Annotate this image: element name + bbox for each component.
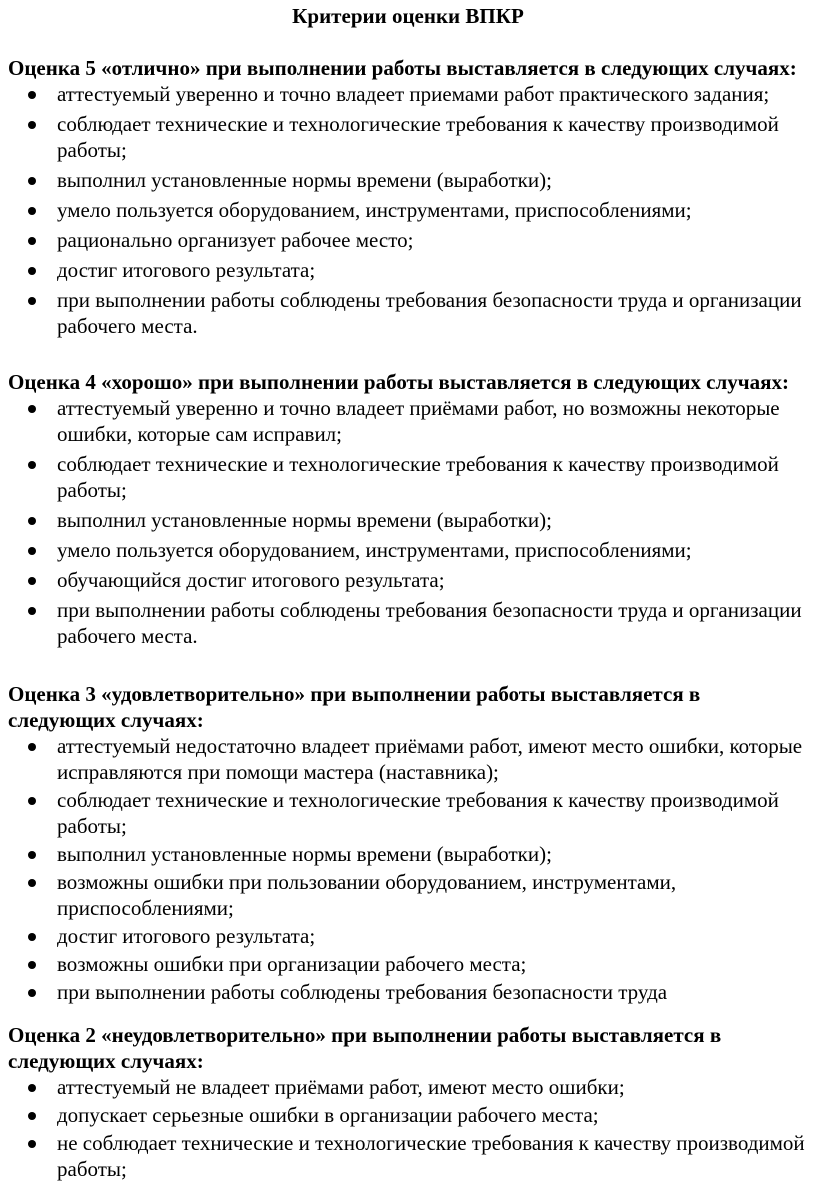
list-item	[8, 227, 808, 253]
list-item	[8, 507, 808, 533]
list-item-text: при выполнении работы соблюдены требования безопасности труда	[57, 980, 668, 1004]
list-item	[8, 923, 808, 949]
list-item-text: умело пользуется оборудованием, инструментами, приспособлениями;	[57, 198, 692, 222]
list-item-text: выполнил установленные нормы времени (выработки);	[57, 168, 552, 192]
list-item-text: при выполнении работы соблюдены требования безопасности труда и организации рабочего места.	[57, 288, 802, 338]
grade-4-section	[8, 369, 808, 653]
list-item	[8, 167, 808, 193]
list-item	[8, 451, 808, 503]
list-item-text: аттестуемый недостаточно владеет приёмами работ, имеют место ошибки, которые исправляются при помощи мастера (наставника);	[57, 734, 803, 784]
list-item-text: рационально организует рабочее место;	[57, 228, 414, 252]
list-item	[8, 979, 808, 1005]
list-item-text: достиг итогового результата;	[57, 258, 316, 282]
section-heading: Оценка 3 «удовлетворительно» при выполнении работы выставляется в следующих случаях:	[8, 682, 701, 732]
bullet-icon	[28, 1084, 36, 1092]
list-item	[8, 1102, 808, 1128]
list-item	[8, 257, 808, 283]
list-item-text: выполнил установленные нормы времени (выработки);	[57, 842, 552, 866]
list-item	[8, 1130, 808, 1182]
list-item-text: аттестуемый не владеет приёмами работ, имеют место ошибки;	[57, 1075, 625, 1099]
list-item-text: возможны ошибки при организации рабочего места;	[57, 952, 527, 976]
list-item	[8, 395, 808, 447]
bullet-icon	[28, 267, 36, 275]
list-item	[8, 869, 808, 921]
list-item-text: достиг итогового результата;	[57, 924, 316, 948]
grade-3-section	[8, 681, 808, 1007]
section-heading: Оценка 5 «отлично» при выполнении работы выставляется в следующих случаях:	[8, 56, 797, 80]
bullet-icon	[28, 1112, 36, 1120]
criteria-list	[8, 81, 808, 339]
list-item-text: допускает серьезные ошибки в организации рабочего места;	[57, 1103, 599, 1127]
bullet-icon	[28, 91, 36, 99]
bullet-icon	[28, 297, 36, 305]
bullet-icon	[28, 121, 36, 129]
list-item	[8, 111, 808, 163]
bullet-icon	[28, 797, 36, 805]
bullet-icon	[28, 405, 36, 413]
list-item-text: выполнил установленные нормы времени (выработки);	[57, 508, 552, 532]
list-item	[8, 81, 808, 107]
grade-2-section	[8, 1022, 808, 1184]
grade-5-section	[8, 55, 808, 343]
list-item-text: соблюдает технические и технологические требования к качеству производимой работы;	[57, 452, 779, 502]
list-item-text: возможны ошибки при пользовании оборудованием, инструментами, приспособлениями;	[57, 870, 677, 920]
bullet-icon	[28, 461, 36, 469]
bullet-icon	[28, 989, 36, 997]
list-item-text: соблюдает технические и технологические требования к качеству производимой работы;	[57, 788, 779, 838]
list-item	[8, 733, 808, 785]
bullet-icon	[28, 237, 36, 245]
bullet-icon	[28, 207, 36, 215]
list-item	[8, 287, 808, 339]
bullet-icon	[28, 933, 36, 941]
list-item	[8, 787, 808, 839]
document-title: Критерии оценки ВПКР	[292, 4, 524, 28]
list-item	[8, 567, 808, 593]
bullet-icon	[28, 177, 36, 185]
criteria-list	[8, 395, 808, 649]
criteria-list	[8, 1074, 808, 1182]
bullet-icon	[28, 577, 36, 585]
list-item-text: соблюдает технические и технологические требования к качеству производимой работы;	[57, 112, 779, 162]
list-item	[8, 537, 808, 563]
bullet-icon	[28, 879, 36, 887]
list-item-text: обучающийся достиг итогового результата;	[57, 568, 445, 592]
bullet-icon	[28, 607, 36, 615]
list-item	[8, 841, 808, 867]
list-item	[8, 597, 808, 649]
criteria-list	[8, 733, 808, 1005]
list-item-text: умело пользуется оборудованием, инструментами, приспособлениями;	[57, 538, 692, 562]
bullet-icon	[28, 517, 36, 525]
list-item-text: не соблюдает технические и технологические требования к качеству производимой работы;	[57, 1131, 805, 1181]
list-item-text: аттестуемый уверенно и точно владеет приёмами работ, но возможны некоторые ошибки, которые сам исправил;	[57, 396, 780, 446]
list-item	[8, 197, 808, 223]
bullet-icon	[28, 743, 36, 751]
section-heading: Оценка 2 «неудовлетворительно» при выполнении работы выставляется в следующих случаях:	[8, 1023, 722, 1073]
bullet-icon	[28, 1140, 36, 1148]
bullet-icon	[28, 851, 36, 859]
bullet-icon	[28, 547, 36, 555]
section-heading: Оценка 4 «хорошо» при выполнении работы выставляется в следующих случаях:	[8, 370, 789, 394]
list-item	[8, 1074, 808, 1100]
bullet-icon	[28, 961, 36, 969]
list-item-text: аттестуемый уверенно и точно владеет приемами работ практического задания;	[57, 82, 770, 106]
list-item	[8, 951, 808, 977]
list-item-text: при выполнении работы соблюдены требования безопасности труда и организации рабочего места.	[57, 598, 802, 648]
